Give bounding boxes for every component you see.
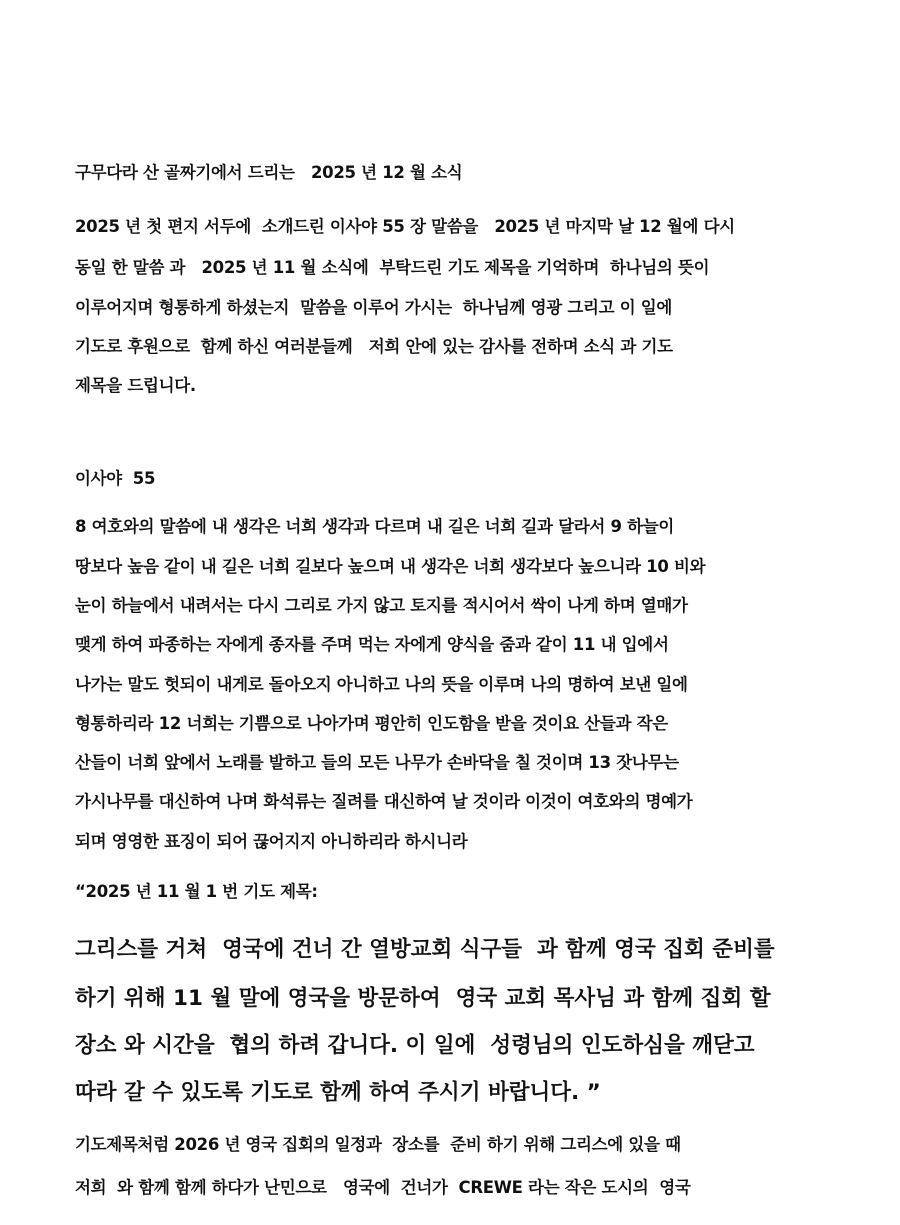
prayer-line: 장소 와 시간을 협의 하려 갑니다. 이 일에 성령님의 인도하심을 깨닫고: [75, 1033, 755, 1058]
scripture-line: 되며 영영한 표징이 되어 끊어지지 아니하리라 하시니라: [75, 832, 468, 851]
prayer-heading: “2025 년 11 월 1 번 기도 제목:: [75, 882, 318, 901]
prayer-line: 그리스를 거쳐 영국에 건너 간 열방교회 식구들 과 함께 영국 집회 준비를: [75, 937, 775, 962]
closing-line: 기도제목처럼 2026 년 영국 집회의 일정과 장소를 준비 하기 위해 그리스에 있을 때: [75, 1135, 681, 1154]
prayer-line: 따라 갈 수 있도록 기도로 함께 하여 주시기 바랍니다. ”: [75, 1080, 601, 1105]
scripture-line: 나가는 말도 헛되이 내게로 돌아오지 아니하고 나의 뜻을 이루며 나의 명하여 보낸 일에: [75, 675, 688, 694]
scripture-line: 산들이 너희 앞에서 노래를 발하고 들의 모든 나무가 손바닥을 칠 것이며 13 잣나무는: [75, 753, 679, 772]
letter-title: 구무다라 산 골짜기에서 드리는 2025 년 12 월 소식: [75, 163, 463, 182]
intro-line: 이루어지며 형통하게 하셨는지 말씀을 이루어 가시는 하나님께 영광 그리고 이 일에: [75, 298, 673, 317]
intro-line: 제목을 드립니다.: [75, 376, 196, 395]
intro-line: 동일 한 말씀 과 2025 년 11 월 소식에 부탁드린 기도 제목을 기억하며 하나님의 뜻이: [75, 258, 710, 277]
scripture-line: 맺게 하여 파종하는 자에게 종자를 주며 먹는 자에게 양식을 줌과 같이 11 내 입에서: [75, 635, 669, 654]
intro-line: 2025 년 첫 편지 서두에 소개드린 이사야 55 장 말씀을 2025 년 마지막 날 12 월에 다시: [75, 217, 735, 236]
prayer-line: 하기 위해 11 월 말에 영국을 방문하여 영국 교회 목사님 과 함께 집회 할: [75, 986, 771, 1011]
closing-line: 저희 와 함께 함께 하다가 난민으로 영국에 건너가 CREWE 라는 작은 도시의 영국: [75, 1178, 691, 1197]
scripture-heading: 이사야 55: [75, 469, 156, 488]
scripture-line: 형통하리라 12 너희는 기쁨으로 나아가며 평안히 인도함을 받을 것이요 산들과 작은: [75, 714, 668, 733]
scripture-line: 땅보다 높음 같이 내 길은 너희 길보다 높으며 내 생각은 너희 생각보다 높으니라 10 비와: [75, 557, 706, 576]
scripture-line: 8 여호와의 말씀에 내 생각은 너희 생각과 다르며 내 길은 너희 길과 달라서 9 하늘이: [75, 517, 675, 536]
intro-line: 기도로 후원으로 함께 하신 여러분들께 저희 안에 있는 감사를 전하며 소식 과 기도: [75, 337, 673, 356]
scripture-line: 눈이 하늘에서 내려서는 다시 그리로 가지 않고 토지를 적시어서 싹이 나게 하며 열매가: [75, 596, 688, 615]
scripture-line: 가시나무를 대신하여 나며 화석류는 질려를 대신하여 날 것이라 이것이 여호와의 명예가: [75, 792, 693, 811]
